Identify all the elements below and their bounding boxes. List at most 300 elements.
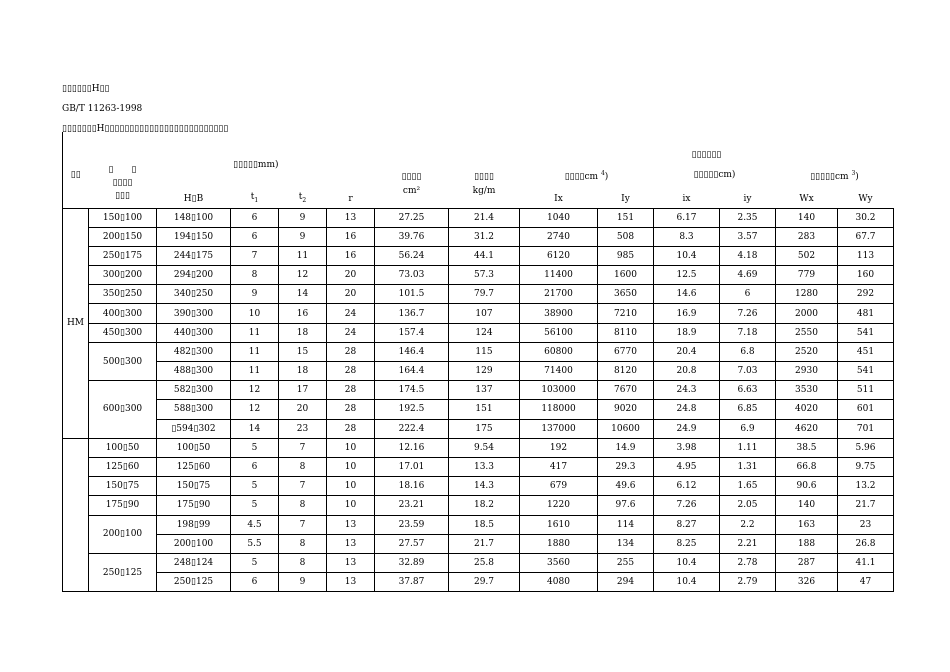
cell-a: 23.21 <box>375 496 449 515</box>
cell-t2: 7 <box>279 477 327 496</box>
cell-ix: 10.4 <box>654 553 720 572</box>
cell-t1: 4.5 <box>231 515 279 534</box>
table-row <box>63 342 894 361</box>
cell-t1: 12 <box>231 381 279 400</box>
cell-a: 146.4 <box>375 342 449 361</box>
cell-hb: ▯594▯302 <box>157 419 231 438</box>
cell-wy: 601 <box>838 400 894 419</box>
cell-wx: 287 <box>776 553 838 572</box>
cell-iy: 29.3 <box>598 457 654 476</box>
cell-wy: 541 <box>838 362 894 381</box>
model-heading-a: ▯ ▯ <box>108 165 137 176</box>
spec-cell: 125▯60 <box>89 457 157 476</box>
cell-ix: 14.6 <box>654 285 720 304</box>
cell-ix: 8.3 <box>654 227 720 246</box>
cell-ix: 6120 <box>520 246 598 265</box>
weight-heading: ▯▯▯▯ <box>474 171 494 182</box>
cell-wx: 779 <box>776 266 838 285</box>
table-row <box>63 285 894 304</box>
cell-t1: 6 <box>231 208 279 227</box>
table-row <box>63 573 894 592</box>
spec-cell: 400▯300 <box>89 304 157 323</box>
cell-hb: 244▯175 <box>157 246 231 265</box>
cell-ix: 137000 <box>520 419 598 438</box>
cell-wy: 5.96 <box>838 438 894 457</box>
cell-g: 124 <box>449 323 520 342</box>
doc-note: ▯▯▯▯▯▯▯H▯▯▯▯▯▯▯▯▯▯▯▯▯▯▯▯▯▯▯▯▯▯▯▯▯ <box>62 124 229 134</box>
cell-ix: 1610 <box>520 515 598 534</box>
cell-r: 10 <box>327 496 375 515</box>
cell-wy: 30.2 <box>838 208 894 227</box>
doc-title: ▯▯▯▯▯▯H▯▯ <box>62 84 110 94</box>
cell-a: 157.4 <box>375 323 449 342</box>
cell-g: 79.7 <box>449 285 520 304</box>
cell-wx: 90.6 <box>776 477 838 496</box>
cell-ix: 8.27 <box>654 515 720 534</box>
cell-hb: 390▯300 <box>157 304 231 323</box>
cell-ix: 71400 <box>520 362 598 381</box>
cell-g: 14.3 <box>449 477 520 496</box>
cell-t2: 9 <box>279 208 327 227</box>
table-row <box>63 266 894 285</box>
cell-wy: 701 <box>838 419 894 438</box>
cell-a: 164.4 <box>375 362 449 381</box>
cell-r: 10 <box>327 477 375 496</box>
cell-ix: 16.9 <box>654 304 720 323</box>
cell-a: 192.5 <box>375 400 449 419</box>
cell-ix: 103000 <box>520 381 598 400</box>
cell-r: 13 <box>327 534 375 553</box>
modulus-heading: ▯▯▯▯▯cm <box>810 171 849 182</box>
cell-wy: 21.7 <box>838 496 894 515</box>
cell-g: 137 <box>449 381 520 400</box>
cell-ix: 24.9 <box>654 419 720 438</box>
cell-t2: 23 <box>279 419 327 438</box>
cell-t2: 8 <box>279 534 327 553</box>
cell-t1: 5 <box>231 553 279 572</box>
cell-ix: 1220 <box>520 496 598 515</box>
hb-heading: H▯B <box>183 193 204 204</box>
cell-iy: 3.57 <box>720 227 776 246</box>
cell-g: 115 <box>449 342 520 361</box>
area-heading: ▯▯▯▯ <box>401 171 422 182</box>
spec-cell: 175▯90 <box>89 496 157 515</box>
table-row <box>63 381 894 400</box>
cell-r: 28 <box>327 342 375 361</box>
cell-r: 13 <box>327 515 375 534</box>
model-heading-c: ▯▯▯ <box>115 191 130 202</box>
ix-cap-heading: Ix <box>520 190 598 208</box>
cell-g: 21.4 <box>449 208 520 227</box>
cell-ix: 192 <box>520 438 598 457</box>
cell-wy: 23 <box>838 515 894 534</box>
cell-t2: 9 <box>279 573 327 592</box>
cell-hb: 440▯300 <box>157 323 231 342</box>
cell-iy: 7.26 <box>720 304 776 323</box>
spec-cell: 500▯300 <box>89 342 157 380</box>
cell-iy: 14.9 <box>598 438 654 457</box>
cell-t1: 5.5 <box>231 534 279 553</box>
cell-a: 27.57 <box>375 534 449 553</box>
cell-t2: 16 <box>279 304 327 323</box>
cell-iy: 6.8 <box>720 342 776 361</box>
table-row <box>63 496 894 515</box>
cell-a: 32.89 <box>375 553 449 572</box>
spec-cell: 100▯50 <box>89 438 157 457</box>
standard-code: GB/T 11263-1998 <box>62 104 143 114</box>
cell-iy: 9020 <box>598 400 654 419</box>
cell-iy: 6.85 <box>720 400 776 419</box>
cell-iy: 49.6 <box>598 477 654 496</box>
cell-iy: 2.2 <box>720 515 776 534</box>
cell-wx: 283 <box>776 227 838 246</box>
cell-g: 44.1 <box>449 246 520 265</box>
cell-t1: 12 <box>231 400 279 419</box>
cell-t2: 8 <box>279 553 327 572</box>
cell-g: 29.7 <box>449 573 520 592</box>
cell-t1: 6 <box>231 227 279 246</box>
cell-iy: 2.05 <box>720 496 776 515</box>
wy-heading: Wy <box>838 190 894 208</box>
cell-ix: 3.98 <box>654 438 720 457</box>
cell-wx: 326 <box>776 573 838 592</box>
table-row <box>63 419 894 438</box>
cell-r: 28 <box>327 362 375 381</box>
cell-iy: 2.79 <box>720 573 776 592</box>
cell-a: 101.5 <box>375 285 449 304</box>
cell-wx: 2000 <box>776 304 838 323</box>
cell-wx: 4020 <box>776 400 838 419</box>
cell-r: 20 <box>327 285 375 304</box>
section-properties-heading: ▯▯▯▯▯▯ <box>691 150 722 160</box>
cell-t1: 14 <box>231 419 279 438</box>
cell-wx: 38.5 <box>776 438 838 457</box>
cell-iy: 7.03 <box>720 362 776 381</box>
cell-hb: 125▯60 <box>157 457 231 476</box>
cell-r: 24 <box>327 304 375 323</box>
cell-hb: 200▯100 <box>157 534 231 553</box>
cell-wy: 47 <box>838 573 894 592</box>
cell-hb: 340▯250 <box>157 285 231 304</box>
cell-g: 18.5 <box>449 515 520 534</box>
cell-r: 13 <box>327 208 375 227</box>
cell-iy: 6 <box>720 285 776 304</box>
cell-t2: 8 <box>279 457 327 476</box>
cell-ix: 24.8 <box>654 400 720 419</box>
cell-t1: 9 <box>231 285 279 304</box>
cell-t1: 6 <box>231 457 279 476</box>
cell-iy: 114 <box>598 515 654 534</box>
cell-wy: 113 <box>838 246 894 265</box>
cell-iy: 8110 <box>598 323 654 342</box>
cell-wx: 4620 <box>776 419 838 438</box>
cell-t1: 5 <box>231 477 279 496</box>
cell-wx: 140 <box>776 208 838 227</box>
table-row <box>63 323 894 342</box>
iy-heading: iy <box>720 190 776 208</box>
cell-a: 27.25 <box>375 208 449 227</box>
cell-wy: 26.8 <box>838 534 894 553</box>
cell-t2: 7 <box>279 438 327 457</box>
cell-a: 39.76 <box>375 227 449 246</box>
cell-ix: 4.95 <box>654 457 720 476</box>
cell-ix: 24.3 <box>654 381 720 400</box>
area-unit: cm² <box>402 185 421 196</box>
cell-ix: 6.17 <box>654 208 720 227</box>
section-property-table: ▯▯▯▯▯▯ ▯▯ ▯ ▯ ▯▯▯▯ ▯▯▯ ▯▯▯▯▯mm) ▯▯▯▯ cm² ▯▯▯▯ kg/m ▯▯▯▯cm $^4$) ▯▯▯▯▯cm) ▯▯▯▯▯cm $^3$) H▯B $t_1$ $t_2$ r Ix Iy ix iy Wx Wy HM 150▯100 148▯100 6 9 13 27.25 21.4 1040 151 6.17 2.35 140 30.2 200▯150 194▯150 6 9 16 39.76 31.2 2740 508 8.3 3.57 283 67.7 250▯175 244▯175 7 11 16 56.24 44.1 6120 985 10.4 4.18 502 113 300▯200 294▯200 8 12 20 73.03 57.3 11400 1600 12.5 4.69 779 160 350▯250 340▯250 9 14 20 101.5 79.7 21700 3650 14.6 6 1280 292 400▯300 390▯300 10 16 24 136.7 107 38900 7210 16.9 7.26 2000 481 450▯300 440▯300 11 18 24 157.4 124 56100 8110 18.9 7.18 2550 541 500▯300 482▯300 11 15 28 146.4 115 60800 6770 20.4 6.8 2520 451 488▯300 11 18 28 164.4 129 71400 8120 20.8 7.03 2930 541 600▯300 582▯300 12 17 28 174.5 137 103000 7670 24.3 6.63 3530 511 588▯300 12 20 28 192.5 151 118000 9020 24.8 6.85 4020 601 ▯594▯302 14 23 28 222.4 175 137000 10600 24.9 6.9 4620 701 100▯50 100▯50 5 7 10 12.16 9.54 192 14.9 3.98 1.11 38.5 5.96 125▯60 125▯60 6 8 10 17.01 13.3 417 29.3 4.95 1.31 66.8 9.75 150▯75 150▯75 5 7 10 18.16 14.3 679 49.6 6.12 1.65 90.6 13.2 175▯90 175▯90 5 8 10 23.21 18.2 1220 97.6 7.26 2.05 140 21.7 200▯100 198▯99 4.5 7 13 23.59 18.5 1610 114 8.27 2.2 163 23 200▯100 5.5 8 13 27.57 21.7 1880 134 8.25 2.21 188 26.8 250▯125 248▯124 5 8 13 32.89 25.8 3560 255 10.4 2.78 287 41.1 250▯125 6 9 13 37.87 29.7 4080 294 10.4 2.79 326 47 <box>62 132 894 592</box>
cell-a: 56.24 <box>375 246 449 265</box>
cell-iy: 8120 <box>598 362 654 381</box>
cell-hb: 248▯124 <box>157 553 231 572</box>
cell-wy: 9.75 <box>838 457 894 476</box>
table-row <box>63 457 894 476</box>
cell-g: 13.3 <box>449 457 520 476</box>
cell-hb: 100▯50 <box>157 438 231 457</box>
cell-hb: 482▯300 <box>157 342 231 361</box>
cell-wx: 188 <box>776 534 838 553</box>
spec-cell: 300▯200 <box>89 266 157 285</box>
cell-a: 73.03 <box>375 266 449 285</box>
table-row <box>63 304 894 323</box>
cell-iy: 6770 <box>598 342 654 361</box>
cell-r: 28 <box>327 419 375 438</box>
cell-ix: 2740 <box>520 227 598 246</box>
cell-iy: 2.35 <box>720 208 776 227</box>
cell-a: 222.4 <box>375 419 449 438</box>
cell-hb: 582▯300 <box>157 381 231 400</box>
wx-heading: Wx <box>776 190 838 208</box>
cell-ix: 1040 <box>520 208 598 227</box>
cell-t2: 11 <box>279 246 327 265</box>
cell-g: 151 <box>449 400 520 419</box>
cell-t2: 20 <box>279 400 327 419</box>
cell-hb: 198▯99 <box>157 515 231 534</box>
cell-ix: 56100 <box>520 323 598 342</box>
cell-r: 20 <box>327 266 375 285</box>
inertia-heading: ▯▯▯▯cm <box>564 171 599 182</box>
cell-a: 174.5 <box>375 381 449 400</box>
cell-g: 25.8 <box>449 553 520 572</box>
cell-t2: 18 <box>279 323 327 342</box>
cell-a: 23.59 <box>375 515 449 534</box>
cell-hb: 588▯300 <box>157 400 231 419</box>
ix-heading: ix <box>654 190 720 208</box>
table-row <box>63 553 894 572</box>
cell-wx: 2550 <box>776 323 838 342</box>
cell-t2: 15 <box>279 342 327 361</box>
cell-iy: 7670 <box>598 381 654 400</box>
cell-ix: 6.12 <box>654 477 720 496</box>
table-row <box>63 362 894 381</box>
cell-t2: 8 <box>279 496 327 515</box>
cell-r: 10 <box>327 457 375 476</box>
cell-t1: 8 <box>231 266 279 285</box>
cell-wx: 1280 <box>776 285 838 304</box>
cell-a: 12.16 <box>375 438 449 457</box>
r-heading: r <box>348 193 353 204</box>
cell-ix: 4080 <box>520 573 598 592</box>
cell-g: 107 <box>449 304 520 323</box>
cell-hb: 150▯75 <box>157 477 231 496</box>
cell-t1: 11 <box>231 323 279 342</box>
cell-ix: 118000 <box>520 400 598 419</box>
dimensions-heading: ▯▯▯▯▯mm) <box>233 160 279 170</box>
cell-ix: 10.4 <box>654 246 720 265</box>
cell-t2: 14 <box>279 285 327 304</box>
cell-ix: 38900 <box>520 304 598 323</box>
cell-iy: 2.21 <box>720 534 776 553</box>
cell-iy: 7.18 <box>720 323 776 342</box>
cell-iy: 4.18 <box>720 246 776 265</box>
cell-ix: 1880 <box>520 534 598 553</box>
table-row <box>63 400 894 419</box>
spec-cell: 200▯150 <box>89 227 157 246</box>
cell-hb: 148▯100 <box>157 208 231 227</box>
cell-g: 129 <box>449 362 520 381</box>
cell-g: 9.54 <box>449 438 520 457</box>
cell-r: 28 <box>327 381 375 400</box>
cell-iy: 6.9 <box>720 419 776 438</box>
cell-t1: 5 <box>231 438 279 457</box>
cell-iy: 1.65 <box>720 477 776 496</box>
cell-r: 24 <box>327 323 375 342</box>
cell-iy: 134 <box>598 534 654 553</box>
t2-heading: $t_2$ <box>298 191 307 204</box>
cell-wx: 66.8 <box>776 457 838 476</box>
cell-ix: 3560 <box>520 553 598 572</box>
cell-t2: 17 <box>279 381 327 400</box>
category-cell <box>63 438 89 592</box>
cell-g: 21.7 <box>449 534 520 553</box>
cell-iy: 294 <box>598 573 654 592</box>
cell-wy: 41.1 <box>838 553 894 572</box>
weight-unit: kg/m <box>472 185 496 196</box>
cell-g: 31.2 <box>449 227 520 246</box>
cell-wy: 13.2 <box>838 477 894 496</box>
cell-a: 17.01 <box>375 457 449 476</box>
cell-g: 175 <box>449 419 520 438</box>
cell-a: 37.87 <box>375 573 449 592</box>
cell-r: 16 <box>327 227 375 246</box>
cell-ix: 60800 <box>520 342 598 361</box>
cell-ix: 18.9 <box>654 323 720 342</box>
table-row <box>63 534 894 553</box>
table-row <box>63 246 894 265</box>
cell-wy: 292 <box>838 285 894 304</box>
cell-iy: 97.6 <box>598 496 654 515</box>
cell-iy: 1600 <box>598 266 654 285</box>
cell-t2: 12 <box>279 266 327 285</box>
cell-r: 28 <box>327 400 375 419</box>
cell-iy: 7210 <box>598 304 654 323</box>
cell-iy: 2.78 <box>720 553 776 572</box>
spec-cell: 150▯100 <box>89 208 157 227</box>
cell-t1: 11 <box>231 342 279 361</box>
cell-a: 136.7 <box>375 304 449 323</box>
table-row <box>63 515 894 534</box>
cell-ix: 20.8 <box>654 362 720 381</box>
cell-wy: 541 <box>838 323 894 342</box>
cell-ix: 679 <box>520 477 598 496</box>
cell-r: 16 <box>327 246 375 265</box>
cell-wy: 160 <box>838 266 894 285</box>
cell-t1: 5 <box>231 496 279 515</box>
cell-t2: 9 <box>279 227 327 246</box>
cell-ix: 11400 <box>520 266 598 285</box>
cell-t1: 11 <box>231 362 279 381</box>
cell-t1: 7 <box>231 246 279 265</box>
cell-a: 18.16 <box>375 477 449 496</box>
cell-wy: 481 <box>838 304 894 323</box>
spec-cell: 250▯175 <box>89 246 157 265</box>
cell-ix: 417 <box>520 457 598 476</box>
cell-hb: 294▯200 <box>157 266 231 285</box>
cell-iy: 985 <box>598 246 654 265</box>
cell-wx: 2930 <box>776 362 838 381</box>
cell-ix: 10.4 <box>654 573 720 592</box>
t1-heading: $t_1$ <box>250 191 259 204</box>
cell-hb: 250▯125 <box>157 573 231 592</box>
model-heading-b: ▯▯▯▯ <box>112 178 133 189</box>
cell-iy: 508 <box>598 227 654 246</box>
category-heading: ▯▯ <box>63 160 89 190</box>
spec-cell: 150▯75 <box>89 477 157 496</box>
cell-iy: 6.63 <box>720 381 776 400</box>
cell-ix: 12.5 <box>654 266 720 285</box>
cell-t2: 18 <box>279 362 327 381</box>
iy-cap-heading: Iy <box>598 190 654 208</box>
cell-wy: 511 <box>838 381 894 400</box>
cell-iy: 1.11 <box>720 438 776 457</box>
cell-iy: 1.31 <box>720 457 776 476</box>
cell-iy: 4.69 <box>720 266 776 285</box>
table-row <box>63 227 894 246</box>
category-cell: HM <box>63 208 89 438</box>
cell-wy: 67.7 <box>838 227 894 246</box>
cell-wx: 140 <box>776 496 838 515</box>
cell-wy: 451 <box>838 342 894 361</box>
cell-iy: 3650 <box>598 285 654 304</box>
cell-t2: 7 <box>279 515 327 534</box>
cell-wx: 3530 <box>776 381 838 400</box>
cell-iy: 10600 <box>598 419 654 438</box>
cell-g: 18.2 <box>449 496 520 515</box>
cell-hb: 194▯150 <box>157 227 231 246</box>
table-row <box>63 477 894 496</box>
cell-r: 13 <box>327 553 375 572</box>
spec-cell: 200▯100 <box>89 515 157 553</box>
cell-iy: 151 <box>598 208 654 227</box>
cell-hb: 175▯90 <box>157 496 231 515</box>
cell-wx: 163 <box>776 515 838 534</box>
cell-ix: 21700 <box>520 285 598 304</box>
cell-ix: 8.25 <box>654 534 720 553</box>
cell-ix: 7.26 <box>654 496 720 515</box>
spec-cell: 450▯300 <box>89 323 157 342</box>
table-row <box>63 438 894 457</box>
cell-r: 10 <box>327 438 375 457</box>
cell-wx: 2520 <box>776 342 838 361</box>
cell-r: 13 <box>327 573 375 592</box>
cell-ix: 20.4 <box>654 342 720 361</box>
radius-heading: ▯▯▯▯▯cm) <box>693 170 736 180</box>
spec-cell: 600▯300 <box>89 381 157 439</box>
cell-g: 57.3 <box>449 266 520 285</box>
cell-iy: 255 <box>598 553 654 572</box>
spec-cell: 350▯250 <box>89 285 157 304</box>
cell-t1: 6 <box>231 573 279 592</box>
cell-wx: 502 <box>776 246 838 265</box>
